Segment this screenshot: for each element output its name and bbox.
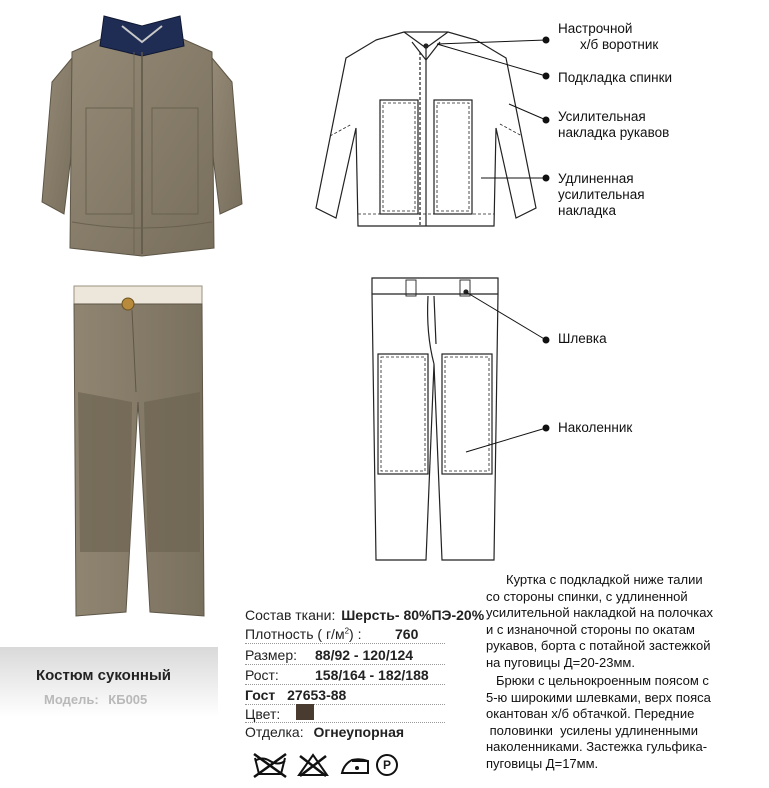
spec-density-tail: ) : (349, 626, 362, 642)
desc-jacket-line: рукавов, борта с потайной застежкой (486, 638, 711, 653)
spec-density-line (245, 643, 445, 644)
desc-trousers-line: 5-ю широкими шлевками, верх пояса (486, 689, 711, 705)
desc-trousers-line: наколенниками. Застежка гульфика- (486, 739, 708, 754)
spec-density-value: 760 (395, 626, 419, 642)
product-model (44, 692, 147, 707)
spec-gost (245, 687, 346, 703)
desc-jacket-line: и с изнаночной стороны по окатам (486, 621, 695, 637)
spec-finish (245, 724, 404, 740)
spec-color-label: Цвет: (245, 706, 281, 722)
spec-gost-line (245, 704, 445, 705)
color-swatch (296, 704, 314, 720)
model-code: КБ005 (108, 692, 148, 707)
desc-jacket-line: Куртка с подкладкой ниже талии (506, 572, 703, 587)
spec-color (245, 706, 280, 722)
callout-loop: Шлевка (558, 331, 607, 346)
spec-height-label: Рост: (245, 667, 279, 683)
desc-trousers-line: Брюки с цельнокроенным поясом с (496, 673, 709, 688)
desc-trousers-line: половинки усилены удлиненными (486, 722, 698, 738)
desc-jacket-line: на пуговицы Д=20-23мм. (486, 654, 635, 670)
description (486, 572, 768, 772)
callout-long-line2: усилительная (558, 187, 645, 202)
spec-finish-label: Отделка: (245, 724, 304, 740)
spec-density-sup: 2 (344, 626, 350, 636)
spec-height (245, 667, 429, 683)
spec-gost-value: 27653-88 (287, 687, 347, 703)
dry-clean-p-icon (376, 754, 398, 776)
callout-long-line1: Удлиненная (558, 171, 634, 186)
spec-finish-value: Огнеупорная (313, 724, 405, 740)
desc-jacket-line: со стороны спинки, с удлиненной (486, 588, 688, 604)
spec-height-line (245, 684, 445, 685)
model-label: Модель: (44, 692, 99, 707)
spec-height-value: 158/164 - 182/188 (315, 667, 429, 683)
spec-fabric (245, 607, 484, 623)
description-trousers (486, 673, 768, 772)
no-wash-icon (252, 752, 288, 778)
callout-long-line3: накладка (558, 203, 616, 218)
description-jacket (486, 572, 768, 671)
no-bleach-icon (296, 752, 330, 778)
spec-gost-label: Гост (245, 687, 276, 703)
callout-sleeve-line1: Усилительная (558, 109, 646, 124)
spec-density (245, 626, 419, 642)
desc-trousers-line: окантован х/б обтачкой. Передние (486, 706, 695, 721)
callout-collar-line2: х/б воротник (580, 37, 659, 52)
callout-knee: Наколенник (558, 420, 633, 435)
dry-clean-letter: P (382, 758, 391, 772)
callout-back-lining: Подкладка спинки (558, 70, 673, 85)
callout-collar (558, 21, 658, 53)
spec-fabric-value: Шерсть- 80%ПЭ-20% (341, 607, 485, 623)
product-title: Костюм суконный (36, 667, 171, 684)
spec-density-label: Плотность ( г/м (245, 626, 345, 642)
spec-size-label: Размер: (245, 647, 298, 663)
callout-sleeve-line2: накладка рукавов (558, 125, 670, 140)
callout-collar-line1: Настрочной (558, 21, 633, 36)
desc-trousers-line: пуговицы Д=17мм. (486, 755, 599, 771)
spec-size-value: 88/92 - 120/124 (315, 647, 414, 663)
spec-size (245, 647, 414, 663)
callout-sleeve (558, 109, 669, 141)
spec-color-line (245, 722, 445, 723)
callout-long (558, 171, 645, 219)
spec-fabric-label: Состав ткани: (245, 607, 336, 623)
desc-jacket-line: усилительной накладкой на полочках (486, 605, 713, 620)
spec-size-line (245, 664, 445, 665)
iron-low-icon (338, 752, 372, 778)
